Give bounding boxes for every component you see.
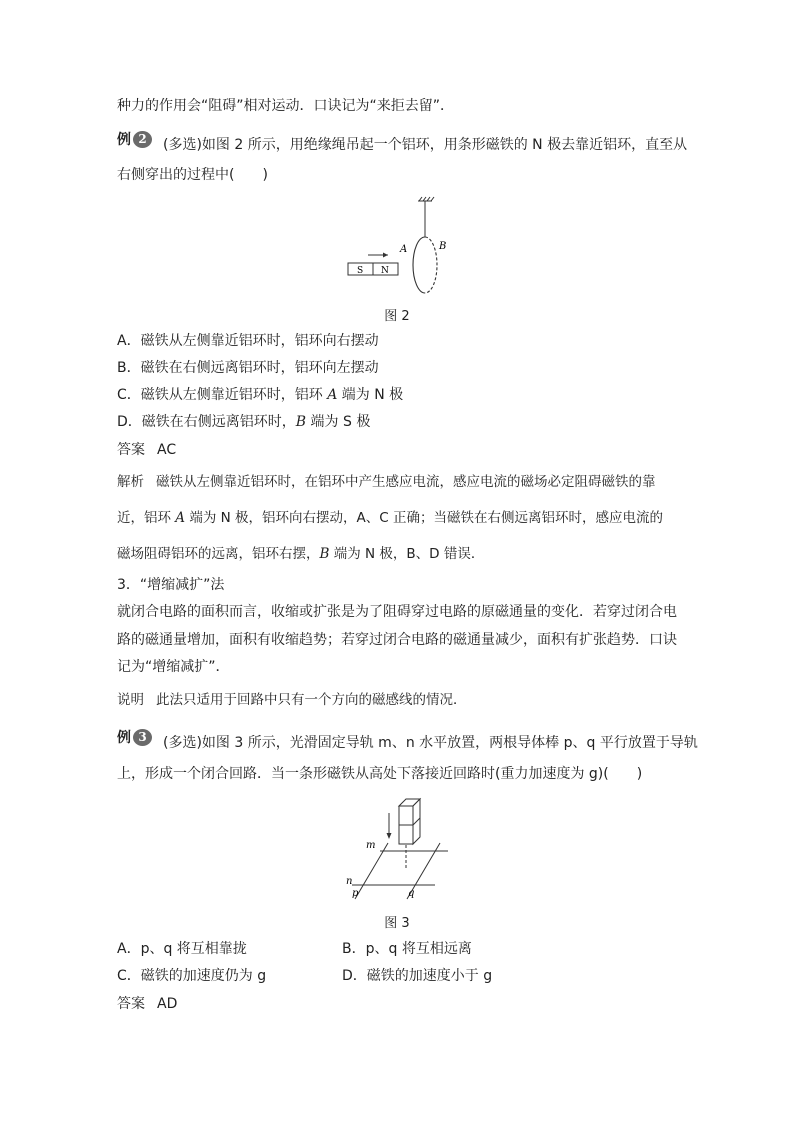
label-p: p	[352, 888, 359, 899]
ring-label-a: A	[400, 244, 408, 255]
example-3-stem-line-1: (多选)如图 3 所示，光滑固定导轨 m、n 水平放置，两根导体棒 p、q 平行放置于导轨	[163, 735, 698, 751]
example-3-option-b: B．p、q 将互相远离	[342, 941, 472, 957]
note-label: 说明	[117, 692, 144, 708]
example-2-stem-line-2: 右侧穿出的过程中( )	[117, 167, 268, 183]
section-3-paragraph-line-1: 就闭合电路的面积而言，收缩或扩张是为了阻碍穿过电路的原磁通量的变化．若穿过闭合电	[117, 604, 677, 620]
example-2-option-b: B．磁铁在右侧远离铝环时，铝环向左摆动	[117, 360, 379, 376]
example-3-answer	[117, 994, 177, 1014]
section-3-note: 说明 此法只适用于回路中只有一个方向的磁感线的情况．	[117, 692, 467, 708]
falling-magnet	[399, 799, 420, 844]
example-2-word: 例	[117, 132, 131, 148]
magnet-n-pole: N	[381, 266, 389, 276]
answer-value: AD	[157, 996, 178, 1012]
figure-2	[340, 195, 460, 305]
example-3-option-d: D．磁铁的加速度小于 g	[342, 968, 493, 984]
example-2-label	[117, 129, 152, 149]
figure-3-caption: 图 3	[384, 916, 410, 931]
falling-arrow-head	[387, 833, 392, 839]
label-q: q	[408, 888, 415, 899]
answer-label: 答案	[117, 996, 145, 1012]
ring-label-b: B	[439, 241, 447, 252]
figure-3	[340, 795, 450, 905]
label-m: m	[366, 840, 376, 851]
example-2-answer	[117, 440, 176, 460]
example-2-stem-line-1: (多选)如图 2 所示，用绝缘绳吊起一个铝环，用条形磁铁的 N 极去靠近铝环，直至从	[163, 137, 688, 153]
example-3-stem-line-2: 上，形成一个闭合回路．当一条形磁铁从高处下落接近回路时(重力加速度为 g)( )	[117, 766, 643, 782]
example-2-analysis-line-3: 磁场阻碍铝环的远离，铝环右摆，B 端为 N 极，B、D 错误．	[117, 546, 485, 562]
aluminum-ring-back	[425, 237, 437, 293]
example-2-number-badge: 2	[133, 131, 152, 148]
example-2-analysis-line-1: 解析 磁铁从左侧靠近铝环时，在铝环中产生感应电流，感应电流的磁场必定阻碍磁铁的靠	[117, 474, 656, 490]
ceiling-hatch	[418, 197, 434, 201]
aluminum-ring-front	[413, 237, 425, 293]
example-2-option-d: D．磁铁在右侧远离铝环时，B 端为 S 极	[117, 414, 371, 430]
example-3-word: 例	[117, 730, 131, 746]
section-3-paragraph-line-2: 路的磁通量增加，面积有收缩趋势；若穿过闭合电路的磁通量减少，面积有扩张趋势．口诀	[117, 632, 677, 648]
analysis-label: 解析	[117, 474, 144, 490]
magnet-s-pole: S	[357, 266, 364, 276]
answer-value: AC	[157, 442, 177, 458]
example-2-option-c: C．磁铁从左侧靠近铝环时，铝环 A 端为 N 极	[117, 387, 404, 403]
example-3-label	[117, 727, 152, 747]
section-3-paragraph-line-3: 记为“增缩减扩”．	[117, 659, 230, 675]
example-3-option-a: A．p、q 将互相靠拢	[117, 941, 247, 957]
intro-line: 种力的作用会“阻碍”相对运动．口诀记为“来拒去留”．	[117, 98, 455, 114]
section-3-heading: 3．“增缩减扩”法	[117, 577, 225, 593]
label-n: n	[346, 876, 353, 887]
example-3-number-badge: 3	[133, 729, 152, 746]
example-2-analysis-line-2: 近，铝环 A 端为 N 极，铝环向右摆动，A、C 正确；当磁铁在右侧远离铝环时，感应电流的	[117, 510, 663, 526]
example-2-option-a: A．磁铁从左侧靠近铝环时，铝环向右摆动	[117, 333, 379, 349]
answer-label: 答案	[117, 442, 145, 458]
figure-2-caption: 图 2	[384, 309, 410, 324]
motion-arrow-head	[383, 253, 388, 258]
rod-p	[355, 843, 388, 899]
example-3-option-c: C．磁铁的加速度仍为 g	[117, 968, 267, 984]
